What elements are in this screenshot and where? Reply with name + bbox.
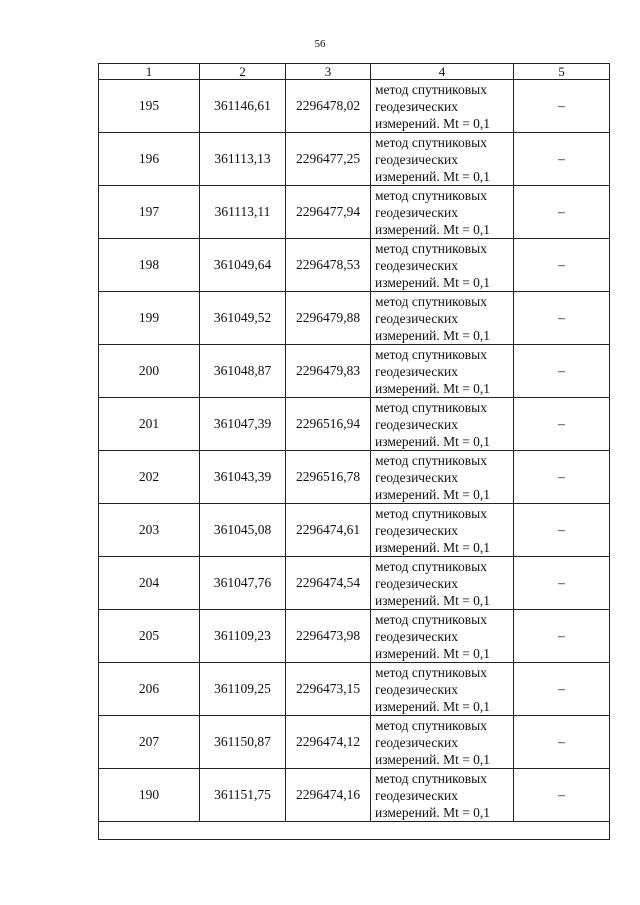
note-cell: – (514, 769, 610, 822)
page-number: 56 (314, 38, 326, 50)
y-coordinate-cell: 2296474,12 (286, 716, 371, 769)
point-number-cell: 196 (99, 133, 200, 186)
table-row (99, 239, 610, 292)
x-coordinate-cell: 361049,64 (200, 239, 286, 292)
method-line: метод спутниковых (375, 505, 487, 521)
point-number-cell: 207 (99, 716, 200, 769)
method-line: метод спутниковых (375, 346, 487, 362)
y-coordinate-cell: 2296479,88 (286, 292, 371, 345)
point-number-cell: 197 (99, 186, 200, 239)
method-line: измерений. Mt = 0,1 (375, 274, 491, 290)
coordinates-table (98, 63, 610, 840)
method-cell (371, 398, 514, 451)
method-line: метод спутниковых (375, 558, 487, 574)
x-coordinate-cell: 361049,52 (200, 292, 286, 345)
method-line: геодезических (375, 310, 458, 326)
method-cell (371, 663, 514, 716)
method-line: геодезических (375, 522, 458, 538)
method-line: геодезических (375, 416, 458, 432)
table-row (99, 504, 610, 557)
x-coordinate-cell: 361043,39 (200, 451, 286, 504)
note-cell: – (514, 186, 610, 239)
method-cell (371, 610, 514, 663)
y-coordinate-cell: 2296473,98 (286, 610, 371, 663)
table-row (99, 716, 610, 769)
point-number-cell: 202 (99, 451, 200, 504)
method-line: метод спутниковых (375, 664, 487, 680)
point-number-cell: 201 (99, 398, 200, 451)
note-cell: – (514, 239, 610, 292)
point-number-cell: 204 (99, 557, 200, 610)
x-coordinate-cell: 361151,75 (200, 769, 286, 822)
x-coordinate-cell: 361113,13 (200, 133, 286, 186)
method-line: измерений. Mt = 0,1 (375, 539, 491, 555)
y-coordinate-cell: 2296478,53 (286, 239, 371, 292)
y-coordinate-cell: 2296474,16 (286, 769, 371, 822)
y-coordinate-cell: 2296477,25 (286, 133, 371, 186)
method-line: метод спутниковых (375, 134, 487, 150)
x-coordinate-cell: 361045,08 (200, 504, 286, 557)
point-number-cell: 200 (99, 345, 200, 398)
y-coordinate-cell: 2296479,83 (286, 345, 371, 398)
note-cell: – (514, 80, 610, 133)
method-line: геодезических (375, 734, 458, 750)
method-line: геодезических (375, 469, 458, 485)
method-line: метод спутниковых (375, 240, 487, 256)
method-cell (371, 133, 514, 186)
method-cell (371, 557, 514, 610)
table-row (99, 345, 610, 398)
table-body (99, 80, 610, 840)
method-cell (371, 451, 514, 504)
note-cell: – (514, 557, 610, 610)
y-coordinate-cell: 2296477,94 (286, 186, 371, 239)
header-col-1: 1 (99, 64, 200, 80)
method-cell (371, 292, 514, 345)
method-line: метод спутниковых (375, 452, 487, 468)
header-col-5: 5 (514, 64, 610, 80)
method-line: геодезических (375, 363, 458, 379)
note-cell: – (514, 292, 610, 345)
method-line: измерений. Mt = 0,1 (375, 751, 491, 767)
method-line: геодезических (375, 787, 458, 803)
method-cell (371, 186, 514, 239)
method-cell (371, 239, 514, 292)
method-line: измерений. Mt = 0,1 (375, 168, 491, 184)
table-row (99, 292, 610, 345)
method-line: метод спутниковых (375, 611, 487, 627)
y-coordinate-cell: 2296478,02 (286, 80, 371, 133)
x-coordinate-cell: 361150,87 (200, 716, 286, 769)
table-row (99, 557, 610, 610)
method-line: измерений. Mt = 0,1 (375, 115, 491, 131)
note-cell: – (514, 133, 610, 186)
x-coordinate-cell: 361113,11 (200, 186, 286, 239)
method-line: измерений. Mt = 0,1 (375, 645, 491, 661)
method-line: метод спутниковых (375, 770, 487, 786)
method-line: измерений. Mt = 0,1 (375, 698, 491, 714)
method-line: метод спутниковых (375, 81, 487, 97)
point-number-cell: 199 (99, 292, 200, 345)
point-number-cell: 203 (99, 504, 200, 557)
method-line: геодезических (375, 681, 458, 697)
note-cell: – (514, 451, 610, 504)
header-col-4: 4 (371, 64, 514, 80)
table-row (99, 610, 610, 663)
table-row (99, 451, 610, 504)
method-line: геодезических (375, 98, 458, 114)
table-row (99, 133, 610, 186)
y-coordinate-cell: 2296474,61 (286, 504, 371, 557)
point-number-cell: 190 (99, 769, 200, 822)
method-line: измерений. Mt = 0,1 (375, 327, 491, 343)
point-number-cell: 195 (99, 80, 200, 133)
note-cell: – (514, 716, 610, 769)
method-cell (371, 769, 514, 822)
y-coordinate-cell: 2296473,15 (286, 663, 371, 716)
method-line: метод спутниковых (375, 293, 487, 309)
note-cell: – (514, 610, 610, 663)
x-coordinate-cell: 361047,39 (200, 398, 286, 451)
method-line: измерений. Mt = 0,1 (375, 592, 491, 608)
header-col-3: 3 (286, 64, 371, 80)
table-row (99, 398, 610, 451)
method-cell (371, 716, 514, 769)
method-line: измерений. Mt = 0,1 (375, 221, 491, 237)
point-number-cell: 206 (99, 663, 200, 716)
note-cell: – (514, 345, 610, 398)
method-line: метод спутниковых (375, 399, 487, 415)
note-cell: – (514, 398, 610, 451)
method-line: геодезических (375, 628, 458, 644)
method-line: измерений. Mt = 0,1 (375, 380, 491, 396)
note-cell: – (514, 504, 610, 557)
x-coordinate-cell: 361146,61 (200, 80, 286, 133)
method-line: геодезических (375, 257, 458, 273)
empty-cell (99, 822, 610, 840)
x-coordinate-cell: 361109,25 (200, 663, 286, 716)
method-cell (371, 80, 514, 133)
method-line: измерений. Mt = 0,1 (375, 804, 491, 820)
y-coordinate-cell: 2296516,94 (286, 398, 371, 451)
method-line: метод спутниковых (375, 717, 487, 733)
table-row (99, 663, 610, 716)
method-cell (371, 345, 514, 398)
x-coordinate-cell: 361048,87 (200, 345, 286, 398)
method-line: измерений. Mt = 0,1 (375, 486, 491, 502)
point-number-cell: 205 (99, 610, 200, 663)
y-coordinate-cell: 2296516,78 (286, 451, 371, 504)
method-line: геодезических (375, 204, 458, 220)
table-row (99, 186, 610, 239)
x-coordinate-cell: 361047,76 (200, 557, 286, 610)
y-coordinate-cell: 2296474,54 (286, 557, 371, 610)
table-header-row (99, 64, 610, 80)
method-line: метод спутниковых (375, 187, 487, 203)
x-coordinate-cell: 361109,23 (200, 610, 286, 663)
header-col-2: 2 (200, 64, 286, 80)
method-line: геодезических (375, 151, 458, 167)
point-number-cell: 198 (99, 239, 200, 292)
table-row (99, 80, 610, 133)
method-line: геодезических (375, 575, 458, 591)
method-cell (371, 504, 514, 557)
note-cell: – (514, 663, 610, 716)
table-row (99, 769, 610, 822)
method-line: измерений. Mt = 0,1 (375, 433, 491, 449)
empty-row (99, 822, 610, 840)
